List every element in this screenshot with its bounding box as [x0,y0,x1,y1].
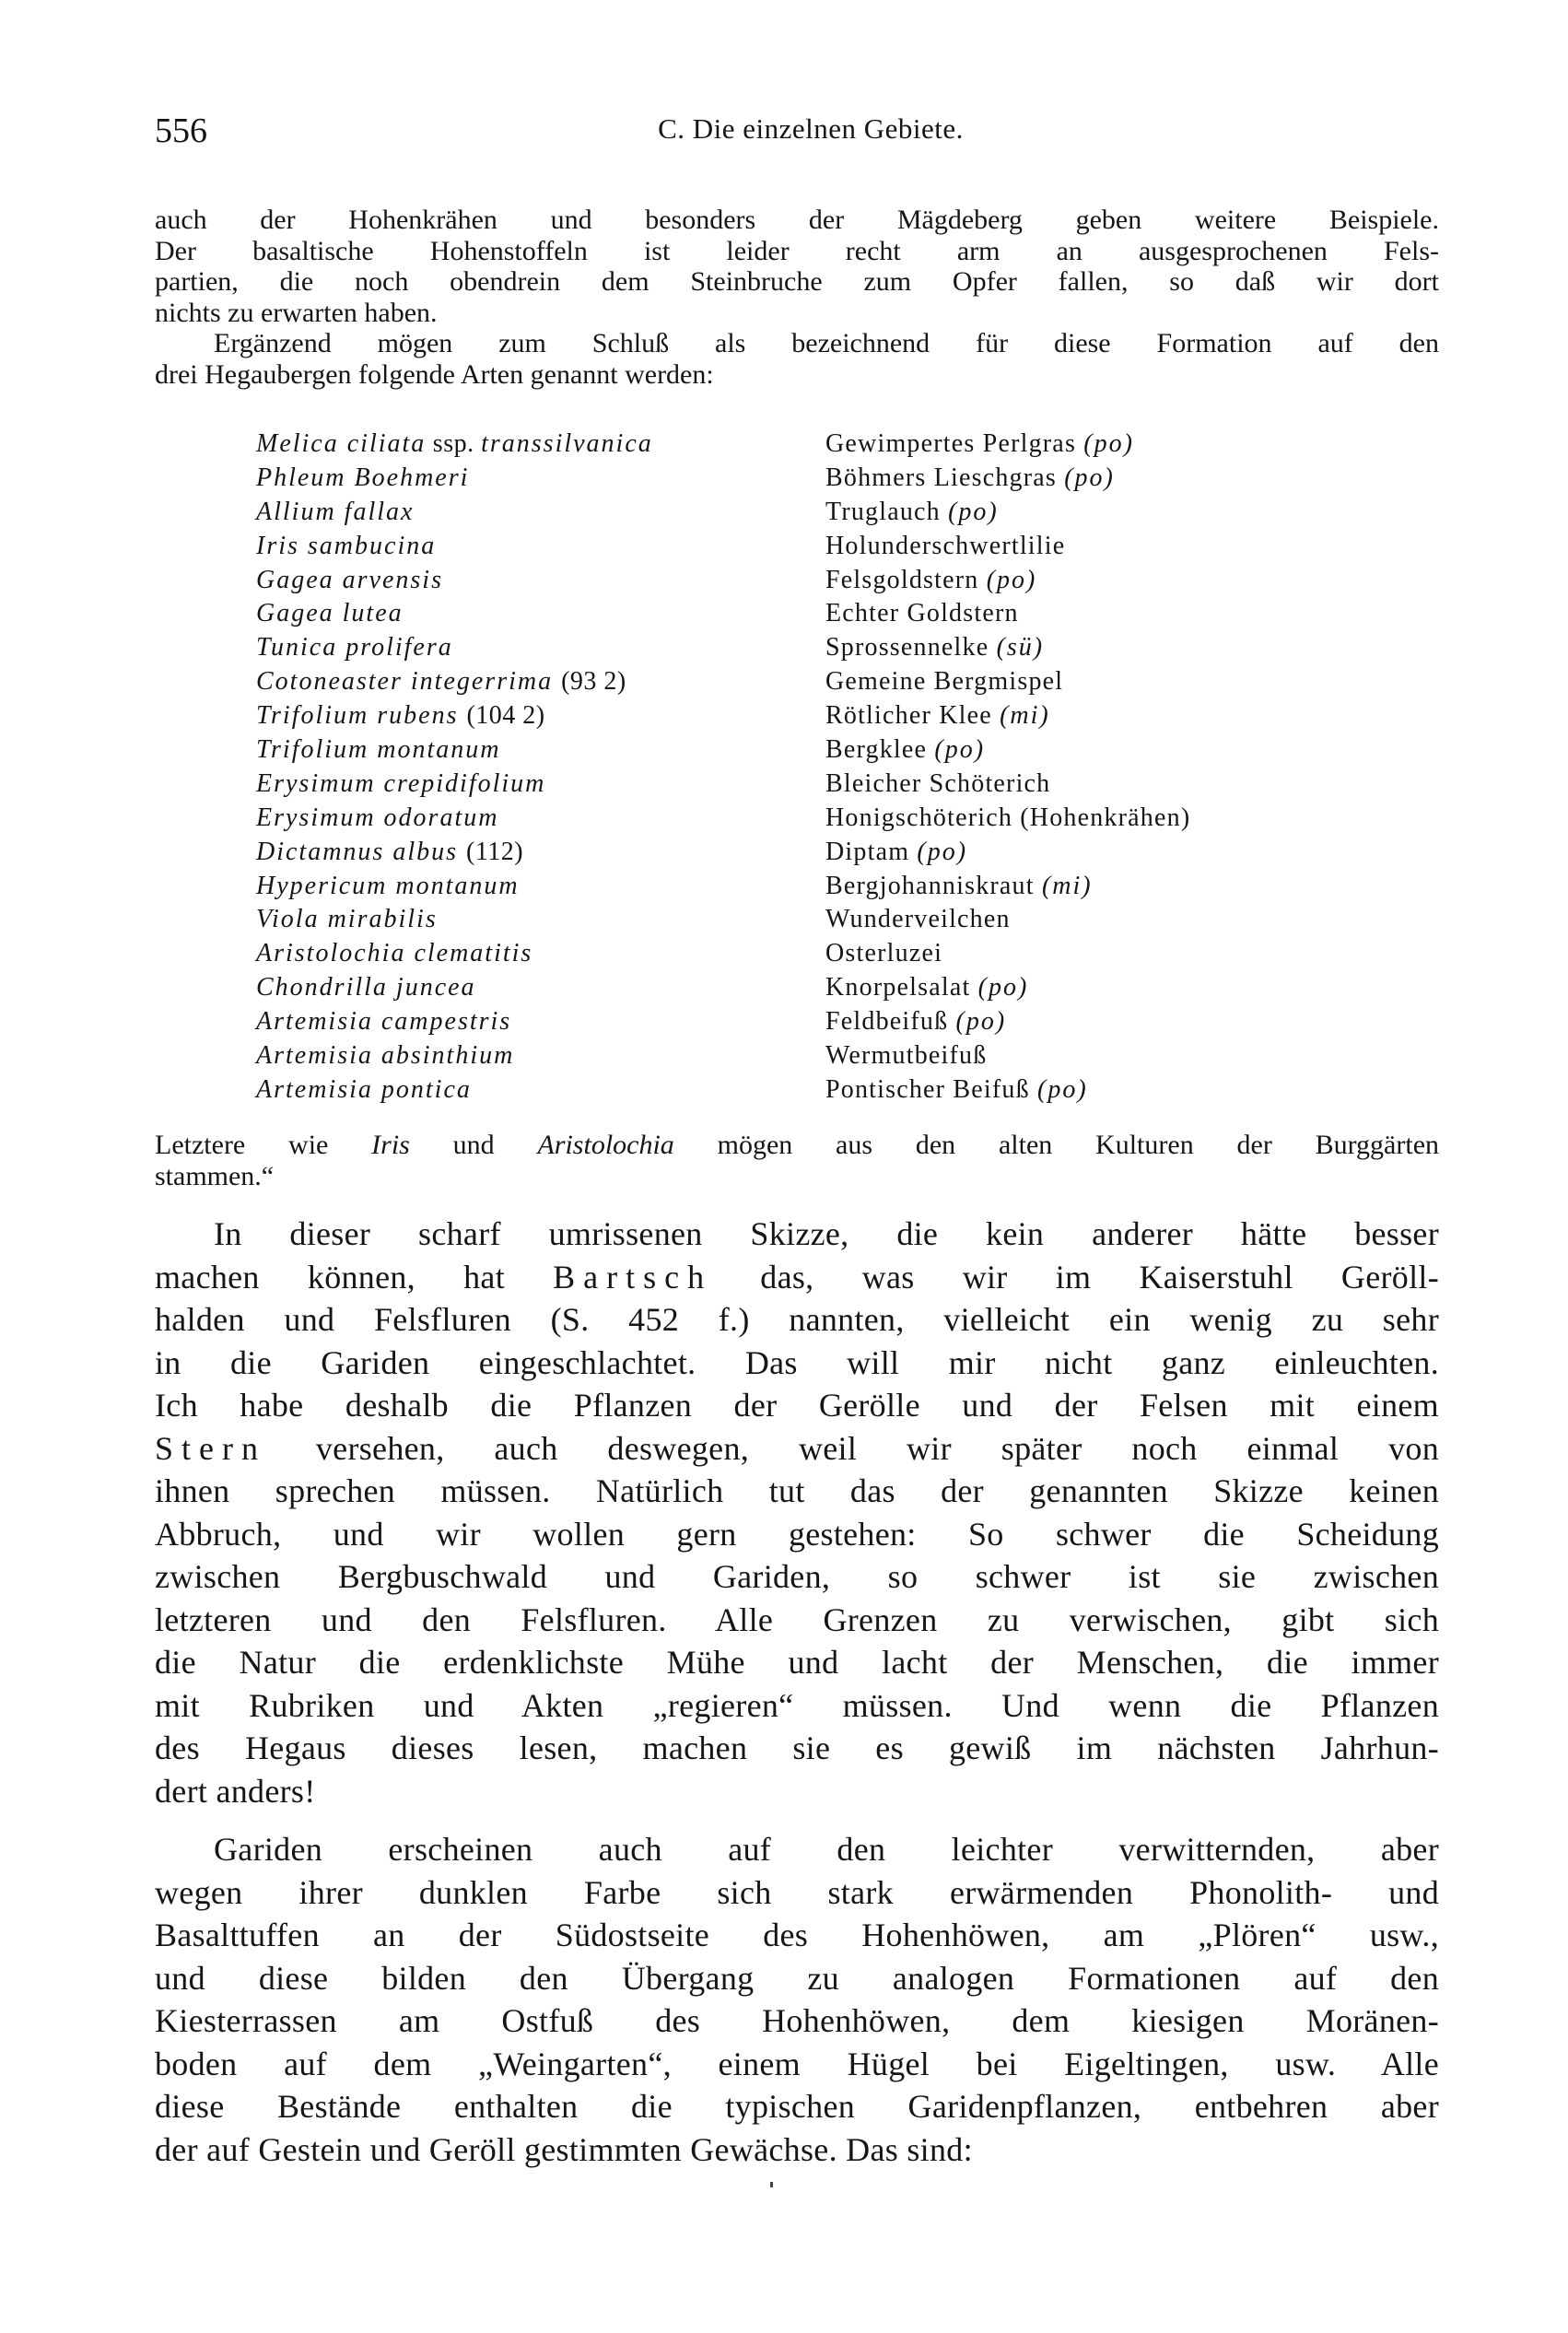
german-name: Felsgoldstern (po) [825,565,1037,594]
latin-name: Allium fallax [256,497,415,526]
german-name: Sprossennelke (sü) [825,633,1045,662]
species-row [256,597,1439,631]
german-name: Gewimpertes Perlgras (po) [825,429,1134,458]
german-name: Wermutbeifuß [825,1041,988,1071]
text-line: partien, die noch obendrein dem Steinbruche zum Opfer fallen, so daß wir dort [155,266,1439,297]
text-line: Ergänzend mögen zum Schluß als bezeichnend für diese Formation auf den [214,328,1439,358]
latin-name: Cotoneaster integerrima (93 2) [256,667,626,697]
chapter-title: C. Die einzelnen Gebiete. [658,112,964,145]
german-name: Osterluzei [825,939,943,968]
list-intro-paragraph [155,328,1439,390]
species-list [256,428,1439,1108]
german-name: Bergjohanniskraut (mi) [825,871,1093,900]
species-row [256,870,1439,904]
latin-name: Phleum Boehmeri [256,463,470,492]
text-line: der auf Gestein und Geröll gestimmten Gewächse. Das sind: [155,2130,973,2168]
text-line: halden und Felsfluren (S. 452 f.) nannten, vielleicht ein wenig zu sehr [155,1301,1439,1338]
emphasis-spaced: Stern [155,1429,266,1467]
german-name: Rötlicher Klee (mi) [825,701,1050,731]
text-line: machen können, hat Bartsch das, was wir im Kaiserstuhl Geröll- [155,1258,1439,1295]
latin-name: Melica ciliata ssp. transsilvanica [256,429,653,458]
latin-name: Artemisia campestris [256,1007,512,1037]
text-line: mit Rubriken und Akten „regieren“ müssen. Und wenn die Pflanzen [155,1686,1439,1724]
text-line: letzteren und den Felsfluren. Alle Grenzen zu verwischen, gibt sich [155,1600,1439,1638]
text-line: Basalttuffen an der Südostseite des Hohenhöwen, am „Plören“ usw., [155,1917,1439,1953]
paragraph-1 [155,1213,1439,1812]
running-header [155,109,1439,155]
latin-name: Trifolium montanum [256,735,501,765]
species-row [256,428,1439,462]
species-row [256,496,1439,530]
species-row [256,1039,1439,1073]
latin-name: Gagea arvensis [256,565,443,594]
german-name: Bergklee (po) [825,735,986,765]
print-speck [770,2182,773,2187]
latin-name: Erysimum odoratum [256,803,499,832]
latin-name: Artemisia pontica [256,1074,472,1104]
text-line: Gariden erscheinen auch auf den leichter verwitternden, aber [214,1831,1439,1868]
latin-name: Chondrilla juncea [256,973,476,1002]
page-number: 556 [155,111,207,150]
species-row [256,631,1439,665]
text-line: diese Bestände enthalten die typischen Garidenpflanzen, entbehren aber [155,2088,1439,2125]
latin-name: Trifolium rubens (104 2) [256,701,545,731]
text-line: ihnen sprechen müssen. Natürlich tut das der genannten Skizze keinen [155,1472,1439,1509]
text-line: zwischen Bergbuschwald und Gariden, so schwer ist sie zwischen [155,1558,1439,1595]
latin-name: Aristolochia clematitis [256,939,533,968]
text-line: die Natur die erdenklichste Mühe und lacht der Menschen, die immer [155,1644,1439,1681]
german-name: Pontischer Beifuß (po) [825,1074,1088,1104]
latin-name: Hypericum montanum [256,871,520,900]
species-row [256,699,1439,733]
text-line: stammen.“ [155,1160,275,1191]
german-name: Feldbeifuß (po) [825,1007,1007,1037]
text-line: Kiesterrassen am Ostfuß des Hohenhöwen, dem kiesigen Moränen- [155,2002,1439,2039]
species-row [256,937,1439,971]
text-line: In dieser scharf umrissenen Skizze, die kein anderer hätte besser [214,1215,1439,1252]
german-name: Holunderschwertlilie [825,531,1066,560]
closing-quote [155,1130,1439,1191]
latin-name: Dictamnus albus (112) [256,837,524,866]
latin-name: Iris sambucina [256,531,437,560]
text-line: boden auf dem „Weingarten“, einem Hügel bei Eigeltingen, usw. Alle [155,2045,1439,2082]
latin-name: Erysimum crepidifolium [256,768,546,798]
latin-name: Tunica prolifera [256,633,453,662]
species-row [256,802,1439,836]
text-line: und diese bilden den Übergang zu analogen Formationen auf den [155,1959,1439,1997]
german-name: Diptam (po) [825,837,968,866]
german-name: Bleicher Schöterich [825,768,1051,798]
species-row [256,836,1439,870]
text-line: Abbruch, und wir wollen gern gestehen: So schwer die Scheidung [155,1515,1439,1553]
intro-paragraph [155,205,1439,328]
author-name-spaced: Bartsch [553,1258,713,1295]
text-line: drei Hegaubergen folgende Arten genannt werden: [155,358,714,390]
species-row [256,1005,1439,1039]
german-name: Truglauch (po) [825,497,999,526]
paragraph-2 [155,1828,1439,2171]
text-line: Letztere wie Iris und Aristolochia mögen aus den alten Kulturen der Burggärten [155,1130,1440,1160]
text-line: Der basaltische Hohenstoffeln ist leider recht arm an ausgesprochenen Fels- [155,235,1439,266]
german-name: Knorpelsalat (po) [825,973,1029,1002]
species-row [256,903,1439,937]
text-line: Ich habe deshalb die Pflanzen der Gerölle und der Felsen mit einem [155,1387,1439,1424]
species-row [256,971,1439,1005]
german-name: Böhmers Lieschgras (po) [825,463,1115,492]
species-row [256,530,1439,564]
german-name: Wunderveilchen [825,905,1011,934]
text-line: Stern versehen, auch deswegen, weil wir später noch einmal von [155,1429,1439,1467]
german-name: Gemeine Bergmispel [825,667,1064,697]
text-line: dert anders! [155,1772,316,1810]
species-row [256,768,1439,802]
latin-name: Gagea lutea [256,599,404,628]
german-name: Echter Goldstern [825,599,1019,628]
species-row [256,462,1439,496]
text-line: in die Gariden eingeschlachtet. Das will mir nicht ganz einleuchten. [155,1343,1439,1381]
text-line: auch der Hohenkrähen und besonders der Mägdeberg geben weitere Beispiele. [155,205,1439,235]
species-row [256,665,1439,699]
latin-name: Viola mirabilis [256,905,438,934]
species-row [256,1073,1439,1108]
text-line: nichts zu erwarten haben. [155,297,438,328]
text-line: wegen ihrer dunklen Farbe sich stark erwärmenden Phonolith- und [155,1873,1439,1911]
latin-name: Artemisia absinthium [256,1041,515,1071]
text-line: des Hegaus dieses lesen, machen sie es gewiß im nächsten Jahrhun- [155,1729,1439,1766]
species-row [256,733,1439,768]
species-row [256,564,1439,598]
german-name: Honigschöterich (Hohenkrähen) [825,803,1191,832]
